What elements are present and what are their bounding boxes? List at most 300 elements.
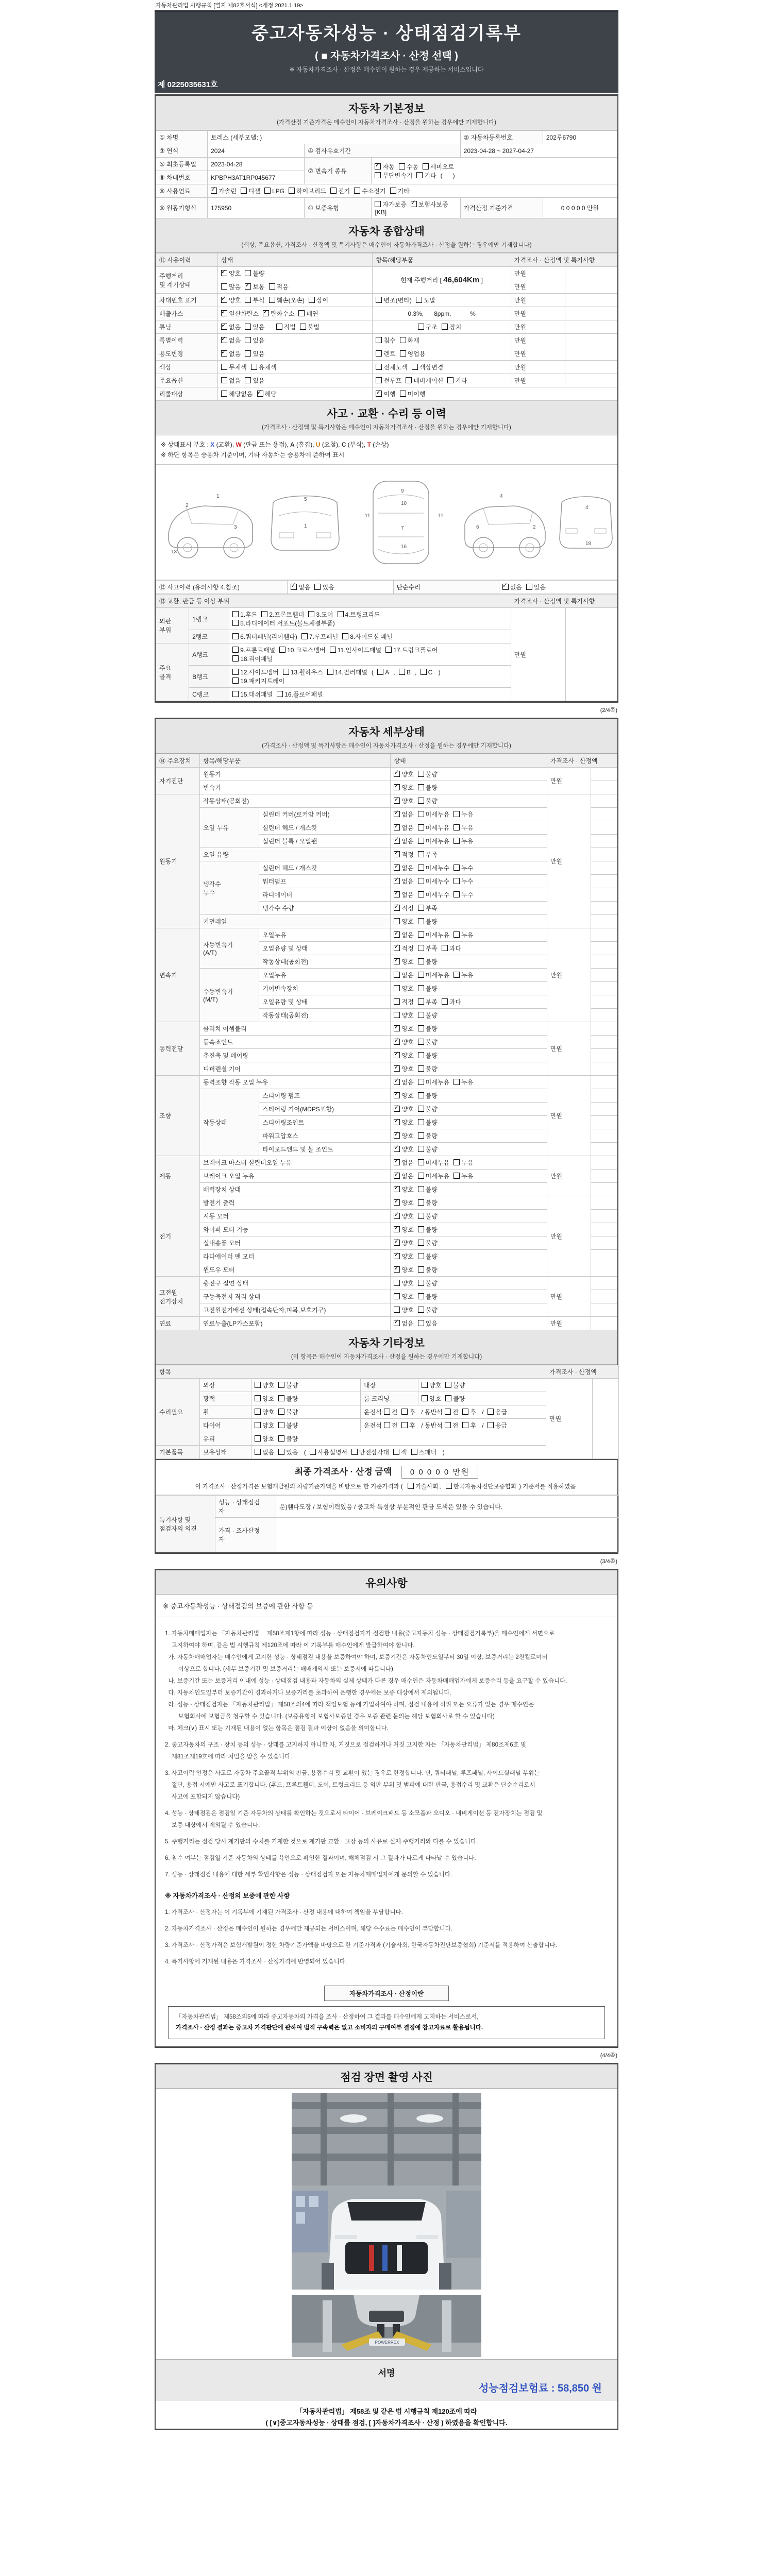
checkbox-icon[interactable] bbox=[453, 1159, 460, 1165]
checkbox-option[interactable] bbox=[462, 1408, 476, 1416]
checkbox-icon[interactable] bbox=[255, 1395, 261, 1401]
checkbox-checked-icon[interactable] bbox=[394, 1253, 400, 1259]
checkbox-option[interactable] bbox=[375, 171, 412, 180]
checkbox-option[interactable] bbox=[394, 1185, 413, 1194]
checkbox-icon[interactable] bbox=[278, 1382, 284, 1388]
checkbox-option[interactable] bbox=[422, 1394, 441, 1403]
checkbox-option[interactable] bbox=[221, 296, 241, 304]
checkbox-icon[interactable] bbox=[488, 1409, 494, 1415]
checkbox-icon[interactable] bbox=[418, 798, 424, 804]
checkbox-option[interactable] bbox=[221, 349, 241, 358]
checkbox-option[interactable] bbox=[394, 1145, 413, 1154]
checkbox-option[interactable] bbox=[418, 323, 438, 331]
checkbox-checked-icon[interactable] bbox=[221, 350, 227, 357]
checkbox-option[interactable] bbox=[394, 1091, 413, 1100]
checkbox-icon[interactable] bbox=[418, 1293, 424, 1299]
checkbox-option[interactable] bbox=[283, 668, 323, 676]
checkbox-option[interactable] bbox=[394, 837, 413, 845]
checkbox-checked-icon[interactable] bbox=[394, 1065, 400, 1072]
checkbox-option[interactable] bbox=[445, 1421, 459, 1430]
checkbox-icon[interactable] bbox=[418, 1039, 424, 1045]
checkbox-option[interactable] bbox=[221, 363, 247, 371]
checkbox-option[interactable] bbox=[416, 296, 435, 304]
checkbox-icon[interactable] bbox=[418, 865, 424, 871]
checkbox-option[interactable] bbox=[394, 930, 413, 939]
checkbox-option[interactable] bbox=[418, 1131, 438, 1140]
checkbox-icon[interactable] bbox=[245, 297, 251, 303]
checkbox-checked-icon[interactable] bbox=[221, 297, 227, 303]
checkbox-icon[interactable] bbox=[453, 878, 460, 884]
checkbox-icon[interactable] bbox=[418, 1253, 424, 1259]
checkbox-icon[interactable] bbox=[445, 1422, 451, 1428]
checkbox-option[interactable] bbox=[394, 1024, 413, 1033]
checkbox-icon[interactable] bbox=[232, 691, 239, 697]
checkbox-icon[interactable] bbox=[418, 1146, 424, 1152]
checkbox-option[interactable] bbox=[400, 336, 419, 345]
checkbox-option[interactable] bbox=[421, 668, 433, 676]
checkbox-option[interactable] bbox=[394, 944, 413, 953]
checkbox-checked-icon[interactable] bbox=[394, 1226, 400, 1232]
checkbox-option[interactable] bbox=[251, 363, 277, 371]
checkbox-option[interactable] bbox=[394, 796, 413, 805]
checkbox-option[interactable] bbox=[418, 837, 449, 845]
checkbox-icon[interactable] bbox=[418, 1012, 424, 1018]
checkbox-checked-icon[interactable] bbox=[211, 188, 217, 194]
checkbox-option[interactable] bbox=[411, 200, 448, 209]
checkbox-icon[interactable] bbox=[221, 391, 227, 397]
checkbox-icon[interactable] bbox=[375, 172, 381, 178]
checkbox-checked-icon[interactable] bbox=[394, 1025, 400, 1031]
checkbox-checked-icon[interactable] bbox=[394, 878, 400, 884]
checkbox-option[interactable] bbox=[245, 336, 264, 345]
checkbox-option[interactable] bbox=[245, 282, 264, 291]
checkbox-option[interactable] bbox=[269, 282, 289, 291]
checkbox-option[interactable] bbox=[418, 890, 449, 899]
checkbox-option[interactable] bbox=[418, 796, 438, 805]
checkbox-option[interactable] bbox=[255, 1394, 274, 1403]
checkbox-checked-icon[interactable] bbox=[411, 201, 417, 207]
checkbox-checked-icon[interactable] bbox=[394, 798, 400, 804]
checkbox-icon[interactable] bbox=[418, 784, 424, 790]
checkbox-option[interactable] bbox=[418, 770, 438, 778]
checkbox-icon[interactable] bbox=[418, 1173, 424, 1179]
checkbox-icon[interactable] bbox=[399, 163, 405, 170]
checkbox-icon[interactable] bbox=[289, 188, 295, 194]
checkbox-option[interactable] bbox=[394, 1265, 413, 1274]
checkbox-option[interactable] bbox=[255, 1381, 274, 1389]
checkbox-icon[interactable] bbox=[393, 1449, 399, 1455]
checkbox-option[interactable] bbox=[453, 930, 473, 939]
checkbox-option[interactable] bbox=[289, 187, 326, 195]
checkbox-icon[interactable] bbox=[442, 324, 448, 330]
checkbox-checked-icon[interactable] bbox=[394, 771, 400, 777]
checkbox-icon[interactable] bbox=[255, 1435, 261, 1442]
checkbox-icon[interactable] bbox=[232, 647, 239, 653]
checkbox-icon[interactable] bbox=[408, 1483, 414, 1489]
checkbox-icon[interactable] bbox=[418, 1092, 424, 1098]
checkbox-icon[interactable] bbox=[276, 324, 282, 330]
checkbox-icon[interactable] bbox=[418, 958, 424, 964]
checkbox-option[interactable] bbox=[453, 890, 473, 899]
checkbox-option[interactable] bbox=[232, 646, 275, 654]
checkbox-option[interactable] bbox=[330, 187, 350, 195]
checkbox-icon[interactable] bbox=[416, 172, 423, 178]
checkbox-option[interactable] bbox=[418, 810, 449, 819]
checkbox-option[interactable] bbox=[453, 1078, 473, 1087]
checkbox-icon[interactable] bbox=[406, 377, 412, 383]
checkbox-option[interactable] bbox=[221, 269, 241, 278]
checkbox-icon[interactable] bbox=[423, 163, 429, 170]
checkbox-option[interactable] bbox=[245, 323, 264, 331]
checkbox-option[interactable] bbox=[384, 1408, 398, 1416]
checkbox-icon[interactable] bbox=[376, 337, 382, 343]
checkbox-icon[interactable] bbox=[376, 350, 382, 357]
checkbox-icon[interactable] bbox=[418, 1199, 424, 1206]
checkbox-option[interactable] bbox=[418, 1145, 438, 1154]
checkbox-icon[interactable] bbox=[232, 611, 239, 617]
checkbox-icon[interactable] bbox=[412, 364, 418, 370]
checkbox-option[interactable] bbox=[526, 583, 546, 591]
checkbox-checked-icon[interactable] bbox=[394, 1199, 400, 1206]
checkbox-option[interactable] bbox=[394, 770, 413, 778]
checkbox-icon[interactable] bbox=[283, 669, 289, 675]
checkbox-icon[interactable] bbox=[411, 1449, 417, 1455]
checkbox-icon[interactable] bbox=[221, 377, 227, 383]
checkbox-option[interactable] bbox=[394, 1051, 413, 1060]
checkbox-icon[interactable] bbox=[442, 998, 448, 1005]
checkbox-option[interactable] bbox=[418, 917, 438, 926]
checkbox-icon[interactable] bbox=[385, 647, 392, 653]
checkbox-icon[interactable] bbox=[298, 310, 305, 316]
checkbox-option[interactable] bbox=[376, 363, 407, 371]
checkbox-icon[interactable] bbox=[394, 1307, 400, 1313]
checkbox-icon[interactable] bbox=[418, 1106, 424, 1112]
checkbox-option[interactable] bbox=[279, 646, 326, 654]
checkbox-icon[interactable] bbox=[418, 1119, 424, 1125]
checkbox-icon[interactable] bbox=[245, 324, 251, 330]
checkbox-checked-icon[interactable] bbox=[376, 391, 382, 397]
checkbox-option[interactable] bbox=[298, 309, 318, 318]
checkbox-option[interactable] bbox=[422, 1381, 441, 1389]
checkbox-option[interactable] bbox=[423, 162, 454, 171]
checkbox-icon[interactable] bbox=[418, 1159, 424, 1165]
checkbox-option[interactable] bbox=[401, 1408, 415, 1416]
checkbox-option[interactable] bbox=[418, 1225, 438, 1234]
checkbox-option[interactable] bbox=[418, 1265, 438, 1274]
checkbox-icon[interactable] bbox=[255, 1409, 261, 1415]
checkbox-option[interactable] bbox=[418, 1118, 438, 1127]
checkbox-option[interactable] bbox=[418, 850, 438, 859]
checkbox-icon[interactable] bbox=[453, 891, 460, 897]
checkbox-checked-icon[interactable] bbox=[394, 1092, 400, 1098]
checkbox-option[interactable] bbox=[453, 877, 473, 886]
checkbox-icon[interactable] bbox=[394, 1293, 400, 1299]
checkbox-icon[interactable] bbox=[418, 1065, 424, 1072]
checkbox-icon[interactable] bbox=[245, 337, 251, 343]
checkbox-checked-icon[interactable] bbox=[394, 945, 400, 951]
checkbox-option[interactable] bbox=[394, 904, 413, 912]
checkbox-icon[interactable] bbox=[277, 691, 283, 697]
checkbox-option[interactable] bbox=[418, 1172, 449, 1180]
checkbox-icon[interactable] bbox=[327, 669, 333, 675]
checkbox-checked-icon[interactable] bbox=[221, 337, 227, 343]
checkbox-option[interactable] bbox=[394, 850, 413, 859]
checkbox-icon[interactable] bbox=[300, 324, 306, 330]
checkbox-icon[interactable] bbox=[418, 851, 424, 857]
checkbox-icon[interactable] bbox=[400, 337, 406, 343]
checkbox-option[interactable] bbox=[278, 1448, 298, 1456]
checkbox-icon[interactable] bbox=[384, 1409, 390, 1415]
checkbox-option[interactable] bbox=[453, 863, 473, 872]
checkbox-option[interactable] bbox=[390, 187, 410, 195]
checkbox-icon[interactable] bbox=[422, 1382, 428, 1388]
checkbox-icon[interactable] bbox=[418, 1079, 424, 1085]
checkbox-option[interactable] bbox=[309, 296, 328, 304]
checkbox-icon[interactable] bbox=[241, 188, 247, 194]
checkbox-icon[interactable] bbox=[330, 188, 337, 194]
checkbox-option[interactable] bbox=[330, 646, 381, 654]
checkbox-icon[interactable] bbox=[447, 377, 453, 383]
checkbox-icon[interactable] bbox=[394, 1280, 400, 1286]
checkbox-option[interactable] bbox=[278, 1408, 298, 1416]
checkbox-icon[interactable] bbox=[418, 824, 424, 831]
checkbox-option[interactable] bbox=[232, 668, 279, 676]
checkbox-option[interactable] bbox=[376, 376, 401, 385]
checkbox-checked-icon[interactable] bbox=[394, 811, 400, 817]
checkbox-option[interactable] bbox=[245, 269, 264, 278]
checkbox-option[interactable] bbox=[418, 944, 438, 953]
checkbox-option[interactable] bbox=[245, 376, 264, 385]
checkbox-icon[interactable] bbox=[251, 364, 257, 370]
checkbox-option[interactable] bbox=[418, 1038, 438, 1046]
checkbox-icon[interactable] bbox=[278, 1409, 284, 1415]
checkbox-option[interactable] bbox=[376, 336, 395, 345]
checkbox-option[interactable] bbox=[232, 632, 297, 641]
checkbox-option[interactable] bbox=[418, 957, 438, 966]
checkbox-icon[interactable] bbox=[394, 918, 400, 924]
checkbox-option[interactable] bbox=[418, 1306, 438, 1314]
checkbox-option[interactable] bbox=[406, 376, 443, 385]
checkbox-icon[interactable] bbox=[453, 1173, 460, 1179]
checkbox-checked-icon[interactable] bbox=[394, 1079, 400, 1085]
checkbox-icon[interactable] bbox=[418, 1186, 424, 1192]
checkbox-option[interactable] bbox=[394, 917, 413, 926]
checkbox-checked-icon[interactable] bbox=[394, 1132, 400, 1139]
checkbox-icon[interactable] bbox=[418, 838, 424, 844]
checkbox-icon[interactable] bbox=[399, 669, 405, 675]
checkbox-option[interactable] bbox=[257, 389, 277, 398]
checkbox-option[interactable] bbox=[418, 1212, 438, 1221]
checkbox-icon[interactable] bbox=[418, 1266, 424, 1273]
checkbox-icon[interactable] bbox=[462, 1409, 468, 1415]
checkbox-option[interactable] bbox=[221, 282, 241, 291]
checkbox-icon[interactable] bbox=[376, 364, 382, 370]
checkbox-icon[interactable] bbox=[278, 1395, 284, 1401]
checkbox-icon[interactable] bbox=[221, 283, 227, 290]
checkbox-checked-icon[interactable] bbox=[394, 784, 400, 790]
checkbox-checked-icon[interactable] bbox=[394, 1240, 400, 1246]
checkbox-icon[interactable] bbox=[278, 1435, 284, 1442]
checkbox-option[interactable] bbox=[399, 668, 411, 676]
checkbox-icon[interactable] bbox=[445, 1382, 451, 1388]
checkbox-option[interactable] bbox=[412, 363, 443, 371]
checkbox-option[interactable] bbox=[418, 904, 438, 912]
checkbox-icon[interactable] bbox=[330, 647, 336, 653]
checkbox-option[interactable] bbox=[393, 1448, 407, 1456]
checkbox-icon[interactable] bbox=[375, 201, 381, 207]
checkbox-checked-icon[interactable] bbox=[257, 391, 263, 397]
checkbox-option[interactable] bbox=[488, 1408, 507, 1416]
checkbox-icon[interactable] bbox=[445, 1395, 451, 1401]
checkbox-option[interactable] bbox=[261, 610, 304, 619]
checkbox-option[interactable] bbox=[453, 971, 473, 979]
checkbox-checked-icon[interactable] bbox=[394, 838, 400, 844]
checkbox-icon[interactable] bbox=[232, 633, 239, 639]
checkbox-icon[interactable] bbox=[401, 1409, 408, 1415]
checkbox-icon[interactable] bbox=[308, 611, 314, 617]
checkbox-option[interactable] bbox=[442, 944, 461, 953]
checkbox-icon[interactable] bbox=[400, 391, 406, 397]
checkbox-option[interactable] bbox=[394, 997, 413, 1006]
checkbox-option[interactable] bbox=[418, 971, 449, 979]
checkbox-option[interactable] bbox=[453, 1158, 473, 1167]
checkbox-icon[interactable] bbox=[418, 1240, 424, 1246]
checkbox-option[interactable] bbox=[221, 323, 241, 331]
checkbox-icon[interactable] bbox=[446, 1483, 452, 1489]
checkbox-option[interactable] bbox=[394, 1105, 413, 1113]
checkbox-icon[interactable] bbox=[301, 633, 308, 639]
checkbox-icon[interactable] bbox=[279, 647, 285, 653]
checkbox-option[interactable] bbox=[418, 863, 449, 872]
checkbox-icon[interactable] bbox=[418, 931, 424, 938]
checkbox-icon[interactable] bbox=[445, 1409, 451, 1415]
checkbox-option[interactable] bbox=[255, 1434, 274, 1443]
checkbox-option[interactable] bbox=[418, 1279, 438, 1287]
checkbox-icon[interactable] bbox=[394, 1012, 400, 1018]
checkbox-icon[interactable] bbox=[245, 377, 251, 383]
checkbox-icon[interactable] bbox=[390, 188, 396, 194]
checkbox-option[interactable] bbox=[376, 349, 395, 358]
checkbox-option[interactable] bbox=[418, 1198, 438, 1207]
checkbox-icon[interactable] bbox=[418, 1213, 424, 1219]
checkbox-option[interactable] bbox=[245, 296, 264, 304]
checkbox-checked-icon[interactable] bbox=[394, 1039, 400, 1045]
checkbox-icon[interactable] bbox=[453, 838, 460, 844]
checkbox-option[interactable] bbox=[445, 1394, 465, 1403]
checkbox-option[interactable] bbox=[418, 1011, 438, 1020]
checkbox-option[interactable] bbox=[453, 1172, 473, 1180]
checkbox-option[interactable] bbox=[394, 1198, 413, 1207]
checkbox-icon[interactable] bbox=[488, 1422, 494, 1428]
checkbox-checked-icon[interactable] bbox=[394, 1146, 400, 1152]
checkbox-icon[interactable] bbox=[418, 891, 424, 897]
checkbox-icon[interactable] bbox=[418, 771, 424, 777]
checkbox-option[interactable] bbox=[221, 309, 259, 318]
checkbox-checked-icon[interactable] bbox=[394, 1159, 400, 1165]
checkbox-checked-icon[interactable] bbox=[394, 1266, 400, 1273]
checkbox-option[interactable] bbox=[394, 783, 413, 792]
checkbox-checked-icon[interactable] bbox=[394, 1052, 400, 1058]
checkbox-option[interactable] bbox=[488, 1421, 507, 1430]
checkbox-option[interactable] bbox=[394, 1279, 413, 1287]
checkbox-option[interactable] bbox=[241, 187, 260, 195]
checkbox-option[interactable] bbox=[394, 1319, 413, 1328]
checkbox-option[interactable] bbox=[277, 690, 323, 699]
checkbox-option[interactable] bbox=[442, 997, 461, 1006]
checkbox-option[interactable] bbox=[255, 1408, 274, 1416]
checkbox-checked-icon[interactable] bbox=[394, 824, 400, 831]
checkbox-option[interactable] bbox=[394, 1212, 413, 1221]
checkbox-option[interactable] bbox=[342, 632, 393, 641]
checkbox-icon[interactable] bbox=[376, 377, 382, 383]
checkbox-icon[interactable] bbox=[416, 297, 422, 303]
checkbox-icon[interactable] bbox=[245, 350, 251, 357]
checkbox-icon[interactable] bbox=[338, 611, 344, 617]
checkbox-option[interactable] bbox=[462, 1421, 476, 1430]
checkbox-checked-icon[interactable] bbox=[394, 891, 400, 897]
checkbox-option[interactable] bbox=[394, 1306, 413, 1314]
checkbox-option[interactable] bbox=[400, 349, 426, 358]
checkbox-option[interactable] bbox=[394, 1158, 413, 1167]
checkbox-icon[interactable] bbox=[309, 297, 315, 303]
checkbox-checked-icon[interactable] bbox=[394, 1119, 400, 1125]
checkbox-option[interactable] bbox=[418, 1158, 449, 1167]
checkbox-option[interactable] bbox=[394, 1292, 413, 1301]
checkbox-icon[interactable] bbox=[310, 1449, 316, 1455]
checkbox-icon[interactable] bbox=[418, 985, 424, 991]
checkbox-icon[interactable] bbox=[442, 945, 448, 951]
checkbox-checked-icon[interactable] bbox=[263, 310, 269, 316]
checkbox-option[interactable] bbox=[401, 1421, 415, 1430]
checkbox-icon[interactable] bbox=[255, 1382, 261, 1388]
checkbox-option[interactable] bbox=[411, 1448, 437, 1456]
checkbox-option[interactable] bbox=[385, 646, 438, 654]
checkbox-checked-icon[interactable] bbox=[394, 1106, 400, 1112]
checkbox-icon[interactable] bbox=[314, 584, 321, 590]
checkbox-option[interactable] bbox=[394, 877, 413, 886]
checkbox-icon[interactable] bbox=[453, 824, 460, 831]
checkbox-option[interactable] bbox=[418, 1078, 449, 1087]
checkbox-option[interactable] bbox=[301, 632, 338, 641]
checkbox-option[interactable] bbox=[418, 1319, 438, 1328]
checkbox-option[interactable] bbox=[394, 1011, 413, 1020]
checkbox-icon[interactable] bbox=[453, 865, 460, 871]
checkbox-checked-icon[interactable] bbox=[394, 1173, 400, 1179]
checkbox-icon[interactable] bbox=[384, 1422, 390, 1428]
checkbox-option[interactable] bbox=[418, 1252, 438, 1261]
checkbox-checked-icon[interactable] bbox=[394, 1213, 400, 1219]
checkbox-option[interactable] bbox=[278, 1394, 298, 1403]
checkbox-icon[interactable] bbox=[394, 972, 400, 978]
checkbox-option[interactable] bbox=[310, 1448, 347, 1456]
checkbox-icon[interactable] bbox=[221, 364, 227, 370]
checkbox-icon[interactable] bbox=[418, 998, 424, 1005]
checkbox-option[interactable] bbox=[416, 171, 436, 180]
checkbox-option[interactable] bbox=[394, 971, 413, 979]
checkbox-icon[interactable] bbox=[453, 811, 460, 817]
checkbox-checked-icon[interactable] bbox=[394, 865, 400, 871]
checkbox-option[interactable] bbox=[394, 984, 413, 993]
checkbox-checked-icon[interactable] bbox=[394, 931, 400, 938]
checkbox-option[interactable] bbox=[221, 336, 241, 345]
checkbox-option[interactable] bbox=[453, 823, 473, 832]
checkbox-icon[interactable] bbox=[418, 1052, 424, 1058]
checkbox-option[interactable] bbox=[394, 810, 413, 819]
checkbox-option[interactable] bbox=[221, 376, 241, 385]
checkbox-checked-icon[interactable] bbox=[394, 851, 400, 857]
checkbox-icon[interactable] bbox=[418, 811, 424, 817]
checkbox-option[interactable] bbox=[232, 619, 335, 628]
